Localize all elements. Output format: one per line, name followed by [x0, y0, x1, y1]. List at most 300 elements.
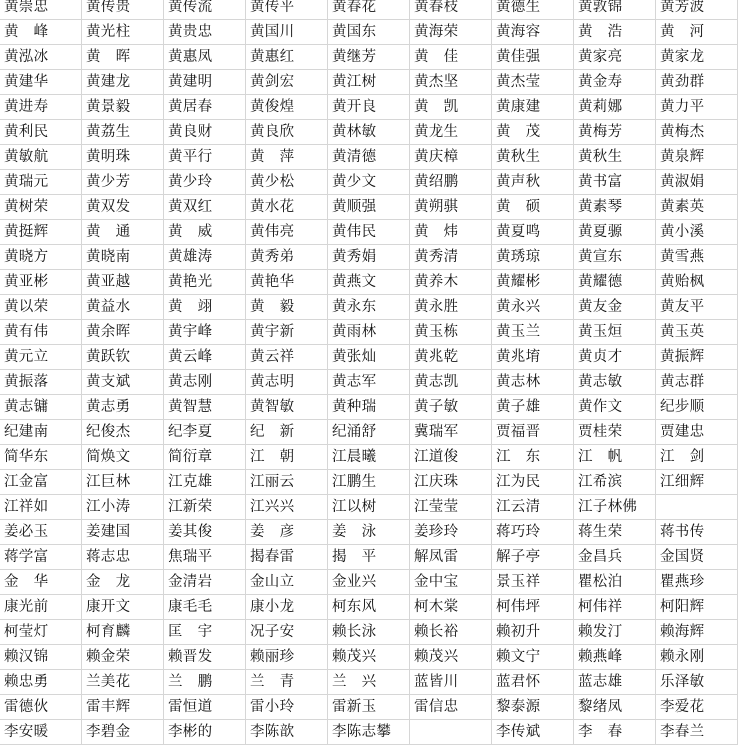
sheet-row — [0, 95, 738, 120]
name-cell: 黄梅芳 — [574, 120, 656, 145]
name-cell: 黄少松 — [246, 170, 328, 195]
name-cell: 黄 硕 — [492, 195, 574, 220]
name-cell: 黄金寿 — [574, 70, 656, 95]
name-cell: 纪李夏 — [164, 420, 246, 445]
name-cell: 黎泰源 — [492, 695, 574, 720]
name-cell: 黄养木 — [410, 270, 492, 295]
name-cell: 李爱花 — [656, 695, 738, 720]
name-cell: 江新荣 — [164, 495, 246, 520]
name-cell: 黄传流 — [164, 0, 246, 20]
name-cell — [410, 720, 492, 745]
name-cell: 黄夏鸣 — [492, 220, 574, 245]
name-cell: 黄光柱 — [82, 20, 164, 45]
name-cell: 黄敦锦 — [574, 0, 656, 20]
name-cell: 江 剑 — [656, 445, 738, 470]
sheet-row — [0, 620, 738, 645]
name-cell: 李碧金 — [82, 720, 164, 745]
name-cell: 黄挺辉 — [0, 220, 82, 245]
name-cell: 黄玉英 — [656, 320, 738, 345]
name-cell: 黄 河 — [656, 20, 738, 45]
name-cell: 黄晓南 — [82, 245, 164, 270]
sheet-row — [0, 470, 738, 495]
sheet-row — [0, 120, 738, 145]
sheet-row — [0, 420, 738, 445]
name-cell: 黄朔骐 — [410, 195, 492, 220]
name-cell: 匡 宇 — [164, 620, 246, 645]
name-cell: 兰 青 — [246, 670, 328, 695]
name-cell: 李 春 — [574, 720, 656, 745]
name-cell: 黄益水 — [82, 295, 164, 320]
name-cell: 黄志明 — [246, 370, 328, 395]
name-cell: 黄 凯 — [410, 95, 492, 120]
name-cell: 黄友金 — [574, 295, 656, 320]
name-cell: 江克雄 — [164, 470, 246, 495]
name-cell: 黄余晖 — [82, 320, 164, 345]
name-cell: 柯木棠 — [410, 595, 492, 620]
name-cell: 黄树荣 — [0, 195, 82, 220]
name-cell: 姜其俊 — [164, 520, 246, 545]
name-cell: 李彬的 — [164, 720, 246, 745]
name-cell: 赖燕峰 — [574, 645, 656, 670]
name-cell: 兰 兴 — [328, 670, 410, 695]
sheet-row — [0, 145, 738, 170]
name-cell: 黄 毅 — [246, 295, 328, 320]
name-cell: 柯伟坪 — [492, 595, 574, 620]
sheet-row — [0, 345, 738, 370]
sheet-row — [0, 520, 738, 545]
name-cell: 黄秀弟 — [246, 245, 328, 270]
name-cell: 黄小溪 — [656, 220, 738, 245]
name-cell: 乐泽敏 — [656, 670, 738, 695]
name-cell: 黄 萍 — [246, 145, 328, 170]
name-cell: 黄晓方 — [0, 245, 82, 270]
name-cell: 黄家亮 — [574, 45, 656, 70]
name-cell: 赖茂兴 — [328, 645, 410, 670]
name-cell: 黄国东 — [328, 20, 410, 45]
name-cell: 黄传平 — [246, 0, 328, 20]
name-cell: 黄少文 — [328, 170, 410, 195]
name-cell: 金清岩 — [164, 570, 246, 595]
name-cell: 黄宇峰 — [164, 320, 246, 345]
name-cell: 江巨林 — [82, 470, 164, 495]
sheet-row — [0, 370, 738, 395]
name-cell: 黄书富 — [574, 170, 656, 195]
name-cell: 黄春花 — [328, 0, 410, 20]
name-cell: 黄艳光 — [164, 270, 246, 295]
name-cell: 黄智敏 — [246, 395, 328, 420]
name-cell: 黄家龙 — [656, 45, 738, 70]
name-cell: 江小涛 — [82, 495, 164, 520]
name-cell: 黄继芳 — [328, 45, 410, 70]
name-cell: 黄少芳 — [82, 170, 164, 195]
name-cell: 黄元立 — [0, 345, 82, 370]
name-cell: 黄莉娜 — [574, 95, 656, 120]
name-cell: 黄剑宏 — [246, 70, 328, 95]
name-cell: 黄跃钦 — [82, 345, 164, 370]
name-cell: 黄顺强 — [328, 195, 410, 220]
name-cell: 黄志镛 — [0, 395, 82, 420]
name-cell: 黄有伟 — [0, 320, 82, 345]
name-cell: 黄 茂 — [492, 120, 574, 145]
name-cell: 黄志军 — [328, 370, 410, 395]
name-cell: 解子亭 — [492, 545, 574, 570]
name-cell: 蒋书传 — [656, 520, 738, 545]
name-cell: 黄杰莹 — [492, 70, 574, 95]
name-cell: 黄伟亮 — [246, 220, 328, 245]
name-cell: 纪步顺 — [656, 395, 738, 420]
name-cell: 黄夏𫘪 — [574, 220, 656, 245]
name-cell: 黄良欣 — [246, 120, 328, 145]
name-cell: 赖忠勇 — [0, 670, 82, 695]
name-cell: 赖晋发 — [164, 645, 246, 670]
name-cell: 蒋巧玲 — [492, 520, 574, 545]
name-cell: 黄振落 — [0, 370, 82, 395]
name-cell: 姜 彦 — [246, 520, 328, 545]
name-cell: 黄耀德 — [574, 270, 656, 295]
sheet-row — [0, 170, 738, 195]
name-cell: 黄水花 — [246, 195, 328, 220]
name-cell: 黄以荣 — [0, 295, 82, 320]
name-cell: 黄开良 — [328, 95, 410, 120]
name-cell: 黄居春 — [164, 95, 246, 120]
name-cell: 金 龙 — [82, 570, 164, 595]
name-cell: 黄良财 — [164, 120, 246, 145]
name-cell: 赖汉锦 — [0, 645, 82, 670]
sheet-row — [0, 270, 738, 295]
name-cell: 黄 佳 — [410, 45, 492, 70]
name-cell: 黄志刚 — [164, 370, 246, 395]
name-cell: 黄佳强 — [492, 45, 574, 70]
name-cell: 黄德生 — [492, 0, 574, 20]
name-cell: 黄雨林 — [328, 320, 410, 345]
name-cell: 江细辉 — [656, 470, 738, 495]
name-cell: 黄伟民 — [328, 220, 410, 245]
name-cell: 黄 浩 — [574, 20, 656, 45]
name-cell: 雷恒道 — [164, 695, 246, 720]
name-cell: 黄双发 — [82, 195, 164, 220]
name-cell: 纪建南 — [0, 420, 82, 445]
name-cell: 蒋志忠 — [82, 545, 164, 570]
sheet-row — [0, 395, 738, 420]
name-cell: 黄传贵 — [82, 0, 164, 20]
name-cell: 黄力平 — [656, 95, 738, 120]
name-cell: 黄宣东 — [574, 245, 656, 270]
name-cell: 黄国川 — [246, 20, 328, 45]
name-cell: 黄宇新 — [246, 320, 328, 345]
name-cell: 黄建华 — [0, 70, 82, 95]
name-cell: 黄平行 — [164, 145, 246, 170]
sheet-row — [0, 595, 738, 620]
name-cell: 黄崇忠 — [0, 0, 82, 20]
sheet-row — [0, 720, 738, 745]
name-cell: 黄泓冰 — [0, 45, 82, 70]
sheet-row — [0, 445, 738, 470]
name-cell: 黄秀娟 — [328, 245, 410, 270]
sheet-row — [0, 245, 738, 270]
name-cell: 蓝志雄 — [574, 670, 656, 695]
name-cell: 江为民 — [492, 470, 574, 495]
name-cell: 黄玉栋 — [410, 320, 492, 345]
name-cell: 姜 泳 — [328, 520, 410, 545]
name-cell: 黄志凯 — [410, 370, 492, 395]
name-cell: 黄素英 — [656, 195, 738, 220]
name-cell: 李陈志攀 — [328, 720, 410, 745]
name-cell: 雷新玉 — [328, 695, 410, 720]
name-cell: 黄玉兰 — [492, 320, 574, 345]
name-cell: 江丽云 — [246, 470, 328, 495]
name-cell: 江晨曦 — [328, 445, 410, 470]
name-cell: 黄明珠 — [82, 145, 164, 170]
name-cell: 黄云峰 — [164, 345, 246, 370]
name-cell: 黄海容 — [492, 20, 574, 45]
name-cell: 黄康建 — [492, 95, 574, 120]
name-cell: 蒋生荣 — [574, 520, 656, 545]
name-cell: 李陈歆 — [246, 720, 328, 745]
sheet-row — [0, 645, 738, 670]
name-cell: 简衍章 — [164, 445, 246, 470]
name-cell: 江 东 — [492, 445, 574, 470]
name-cell: 雷信忠 — [410, 695, 492, 720]
name-cell: 赖金荣 — [82, 645, 164, 670]
sheet-row — [0, 670, 738, 695]
sheet-row — [0, 0, 738, 20]
name-cell: 江庆珠 — [410, 470, 492, 495]
name-cell: 黄清德 — [328, 145, 410, 170]
name-cell: 黄梅杰 — [656, 120, 738, 145]
name-cell: 黄淑娟 — [656, 170, 738, 195]
name-cell: 江 帆 — [574, 445, 656, 470]
name-cell — [656, 495, 738, 520]
name-cell: 赖初升 — [492, 620, 574, 645]
name-cell: 李传斌 — [492, 720, 574, 745]
name-cell: 黄 晖 — [82, 45, 164, 70]
name-cell: 黄雪燕 — [656, 245, 738, 270]
name-cell: 黄杰坚 — [410, 70, 492, 95]
name-cell: 景玉祥 — [492, 570, 574, 595]
name-cell: 黄泉辉 — [656, 145, 738, 170]
name-cell: 黄林敏 — [328, 120, 410, 145]
name-cell: 解凤雷 — [410, 545, 492, 570]
name-cell: 黄支斌 — [82, 370, 164, 395]
sheet-row — [0, 320, 738, 345]
name-cell: 黄海荣 — [410, 20, 492, 45]
name-cell: 江云清 — [492, 495, 574, 520]
name-cell: 黄 峰 — [0, 20, 82, 45]
name-cell: 黄俊煌 — [246, 95, 328, 120]
name-cell: 黄声秋 — [492, 170, 574, 195]
name-cell: 黄张灿 — [328, 345, 410, 370]
name-cell: 黄绍鹏 — [410, 170, 492, 195]
name-cell: 康毛毛 — [164, 595, 246, 620]
name-cell: 江子林佛 — [574, 495, 656, 520]
name-cell: 黄振辉 — [656, 345, 738, 370]
name-cell: 金昌兵 — [574, 545, 656, 570]
name-cell: 金业兴 — [328, 570, 410, 595]
name-cell: 黄庆樟 — [410, 145, 492, 170]
name-cell: 黄雄涛 — [164, 245, 246, 270]
name-cell: 江莹莹 — [410, 495, 492, 520]
name-cell: 黄龙生 — [410, 120, 492, 145]
name-cell: 黄江树 — [328, 70, 410, 95]
name-cell: 黄 威 — [164, 220, 246, 245]
name-cell: 揭春雷 — [246, 545, 328, 570]
name-cell: 黄作文 — [574, 395, 656, 420]
name-cell: 江兴兴 — [246, 495, 328, 520]
name-cell: 黄永胜 — [410, 295, 492, 320]
name-cell: 黄云祥 — [246, 345, 328, 370]
name-cell: 黄敏航 — [0, 145, 82, 170]
name-cell: 姜必玉 — [0, 520, 82, 545]
name-cell: 金国贤 — [656, 545, 738, 570]
name-cell: 姜珍玲 — [410, 520, 492, 545]
name-cell: 江鹏生 — [328, 470, 410, 495]
name-cell: 贾福晋 — [492, 420, 574, 445]
name-cell: 揭 平 — [328, 545, 410, 570]
name-cell: 赖发汀 — [574, 620, 656, 645]
name-cell: 黄智慧 — [164, 395, 246, 420]
sheet-row — [0, 295, 738, 320]
name-cell: 简华东 — [0, 445, 82, 470]
name-cell: 黄亚彬 — [0, 270, 82, 295]
sheet-row — [0, 220, 738, 245]
name-cell: 黄惠凤 — [164, 45, 246, 70]
name-cell: 黎绪凤 — [574, 695, 656, 720]
name-cell: 黄友平 — [656, 295, 738, 320]
name-cell: 黄贻枫 — [656, 270, 738, 295]
name-cell: 黄贞才 — [574, 345, 656, 370]
name-cell: 蓝皆川 — [410, 670, 492, 695]
name-cell: 李安暖 — [0, 720, 82, 745]
name-cell: 纪涌舒 — [328, 420, 410, 445]
name-cell: 黄进寿 — [0, 95, 82, 120]
name-cell: 黄志群 — [656, 370, 738, 395]
name-cell: 贾桂荣 — [574, 420, 656, 445]
sheet-row — [0, 495, 738, 520]
name-cell: 康开文 — [82, 595, 164, 620]
name-cell: 黄子敏 — [410, 395, 492, 420]
name-cell: 况子安 — [246, 620, 328, 645]
name-cell: 柯伟祥 — [574, 595, 656, 620]
name-cell: 江以树 — [328, 495, 410, 520]
name-cell: 赖永刚 — [656, 645, 738, 670]
name-cell: 黄永东 — [328, 295, 410, 320]
name-cell: 黄春枝 — [410, 0, 492, 20]
name-cell: 冀瑞军 — [410, 420, 492, 445]
name-cell: 柯阳辉 — [656, 595, 738, 620]
name-cell: 黄志敏 — [574, 370, 656, 395]
name-cell: 金中宝 — [410, 570, 492, 595]
name-cell: 黄志勇 — [82, 395, 164, 420]
name-cell: 黄 炜 — [410, 220, 492, 245]
name-cell: 简焕文 — [82, 445, 164, 470]
name-cell: 康光前 — [0, 595, 82, 620]
name-cell: 黄耀彬 — [492, 270, 574, 295]
name-cell: 江道俊 — [410, 445, 492, 470]
name-cell: 赖茂兴 — [410, 645, 492, 670]
sheet-row — [0, 70, 738, 95]
name-cell: 蓝君怀 — [492, 670, 574, 695]
name-cell: 雷德伙 — [0, 695, 82, 720]
name-cell: 焦瑞平 — [164, 545, 246, 570]
sheet-row — [0, 570, 738, 595]
name-cell: 柯东风 — [328, 595, 410, 620]
name-cell: 赖海辉 — [656, 620, 738, 645]
name-cell: 黄建龙 — [82, 70, 164, 95]
name-cell: 雷小玲 — [246, 695, 328, 720]
name-cell: 江祥如 — [0, 495, 82, 520]
name-cell: 黄利民 — [0, 120, 82, 145]
name-cell: 蒋学富 — [0, 545, 82, 570]
name-cell: 黄荔生 — [82, 120, 164, 145]
name-cell: 江希滨 — [574, 470, 656, 495]
name-cell: 黄玉烜 — [574, 320, 656, 345]
name-cell: 黄种瑞 — [328, 395, 410, 420]
name-cell: 纪 新 — [246, 420, 328, 445]
name-cell: 黄芳波 — [656, 0, 738, 20]
name-cell: 黄 通 — [82, 220, 164, 245]
name-cell: 金 华 — [0, 570, 82, 595]
name-cell: 黄贵忠 — [164, 20, 246, 45]
name-cell: 纪俊杰 — [82, 420, 164, 445]
name-cell: 贾建忠 — [656, 420, 738, 445]
name-cell: 赖丽珍 — [246, 645, 328, 670]
sheet-row — [0, 545, 738, 570]
name-cell: 柯莹灯 — [0, 620, 82, 645]
sheet-row — [0, 195, 738, 220]
name-cell: 赖长泳 — [328, 620, 410, 645]
name-cell: 黄亚越 — [82, 270, 164, 295]
name-cell: 金山立 — [246, 570, 328, 595]
name-cell: 康小龙 — [246, 595, 328, 620]
sheet-row — [0, 45, 738, 70]
name-cell: 黄瑞元 — [0, 170, 82, 195]
name-cell: 黄永兴 — [492, 295, 574, 320]
name-cell: 李春兰 — [656, 720, 738, 745]
name-cell: 黄兆堉 — [492, 345, 574, 370]
name-cell: 黄秀清 — [410, 245, 492, 270]
name-cell: 黄素琴 — [574, 195, 656, 220]
name-cell: 瞿松泊 — [574, 570, 656, 595]
name-cell: 黄惠红 — [246, 45, 328, 70]
name-cell: 黄燕文 — [328, 270, 410, 295]
name-cell: 江金富 — [0, 470, 82, 495]
name-cell: 雷丰辉 — [82, 695, 164, 720]
name-cell: 黄琇琼 — [492, 245, 574, 270]
name-cell: 黄景毅 — [82, 95, 164, 120]
name-cell: 黄建明 — [164, 70, 246, 95]
name-cell: 江 朝 — [246, 445, 328, 470]
name-cell: 黄子雄 — [492, 395, 574, 420]
name-cell: 兰 鹏 — [164, 670, 246, 695]
name-cell: 黄秋生 — [492, 145, 574, 170]
sheet-row — [0, 20, 738, 45]
name-cell: 黄志林 — [492, 370, 574, 395]
name-cell: 姜建国 — [82, 520, 164, 545]
name-cell: 柯育麟 — [82, 620, 164, 645]
sheet-row — [0, 695, 738, 720]
name-cell: 黄兆乾 — [410, 345, 492, 370]
name-cell: 黄双红 — [164, 195, 246, 220]
name-cell: 黄秋生 — [574, 145, 656, 170]
name-cell: 赖长裕 — [410, 620, 492, 645]
name-cell: 兰美花 — [82, 670, 164, 695]
name-cell: 黄艳华 — [246, 270, 328, 295]
name-cell: 黄劲群 — [656, 70, 738, 95]
name-cell: 瞿燕珍 — [656, 570, 738, 595]
name-cell: 赖文宁 — [492, 645, 574, 670]
name-cell: 黄少玲 — [164, 170, 246, 195]
name-cell: 黄 翊 — [164, 295, 246, 320]
